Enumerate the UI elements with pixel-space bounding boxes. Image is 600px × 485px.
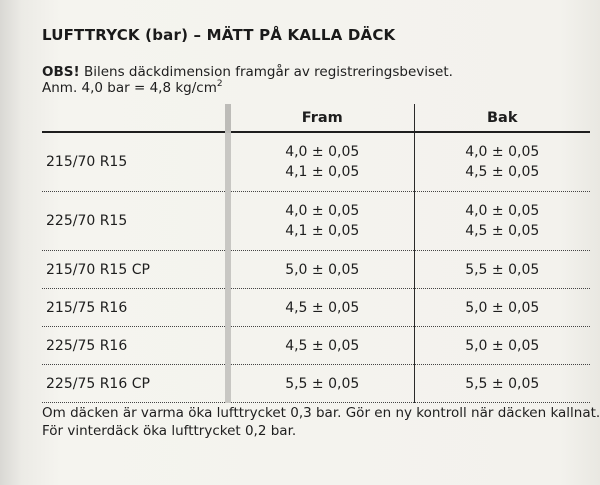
table-row (42, 365, 590, 403)
front-value: 4,5 ± 0,05 (285, 337, 360, 354)
rear-value: 4,5 ± 0,05 (465, 164, 540, 180)
rear-value: 5,0 ± 0,05 (465, 337, 540, 354)
obs-text: Bilens däckdimension framgår av registreringsbeviset. (79, 64, 453, 80)
rear-value: 4,0 ± 0,05 (465, 203, 540, 219)
front-value: 5,5 ± 0,05 (285, 375, 360, 392)
conversion-superscript: 2 (216, 78, 223, 89)
rear-pressure (414, 251, 590, 289)
front-pressure (228, 192, 414, 251)
table-row (42, 132, 590, 192)
front-value: 4,5 ± 0,05 (285, 299, 360, 316)
tire-size: 225/70 R15 (42, 192, 228, 251)
front-pressure (228, 132, 414, 192)
tire-size: 215/70 R15 CP (42, 251, 228, 289)
front-value: 4,1 ± 0,05 (285, 164, 360, 180)
rear-pressure (414, 192, 590, 251)
front-pressure (228, 327, 414, 365)
rear-value: 5,5 ± 0,05 (465, 261, 540, 278)
tire-size: 215/70 R15 (42, 132, 228, 192)
front-value: 4,1 ± 0,05 (285, 223, 360, 239)
table-row (42, 251, 590, 289)
header-front: Fram (228, 104, 414, 132)
rear-value: 4,0 ± 0,05 (465, 144, 540, 160)
front-pressure (228, 365, 414, 403)
front-pressure (228, 289, 414, 327)
winter-tires-note: För vinterdäck öka lufttrycket 0,2 bar. (42, 423, 297, 439)
front-pressure (228, 251, 414, 289)
rear-pressure (414, 327, 590, 365)
front-value: 5,0 ± 0,05 (285, 261, 360, 278)
table-row (42, 289, 590, 327)
tire-pressure-table (42, 104, 590, 403)
rear-value: 4,5 ± 0,05 (465, 223, 540, 239)
table-row (42, 327, 590, 365)
obs-label: OBS! (42, 64, 80, 80)
table-header-row (42, 104, 590, 132)
rear-pressure (414, 289, 590, 327)
conversion-text: Anm. 4,0 bar = 4,8 kg/cm (42, 80, 217, 96)
page-title: LUFTTRYCK (bar) – MÄTT PÅ KALLA DÄCK (42, 26, 396, 44)
warm-tires-note: Om däcken är varma öka lufttrycket 0,3 bar. Gör en ny kontroll när däcken kallnat. (42, 405, 600, 421)
table-row (42, 192, 590, 251)
front-value: 4,0 ± 0,05 (285, 144, 360, 160)
rear-pressure (414, 132, 590, 192)
rear-value: 5,0 ± 0,05 (465, 299, 540, 316)
tire-size: 225/75 R16 CP (42, 365, 228, 403)
rear-value: 5,5 ± 0,05 (465, 375, 540, 392)
conversion-note (42, 80, 223, 96)
header-size (42, 104, 228, 132)
header-rear: Bak (414, 104, 590, 132)
tire-size: 215/75 R16 (42, 289, 228, 327)
front-value: 4,0 ± 0,05 (285, 203, 360, 219)
tire-size: 225/75 R16 (42, 327, 228, 365)
obs-note (42, 64, 453, 80)
rear-pressure (414, 365, 590, 403)
